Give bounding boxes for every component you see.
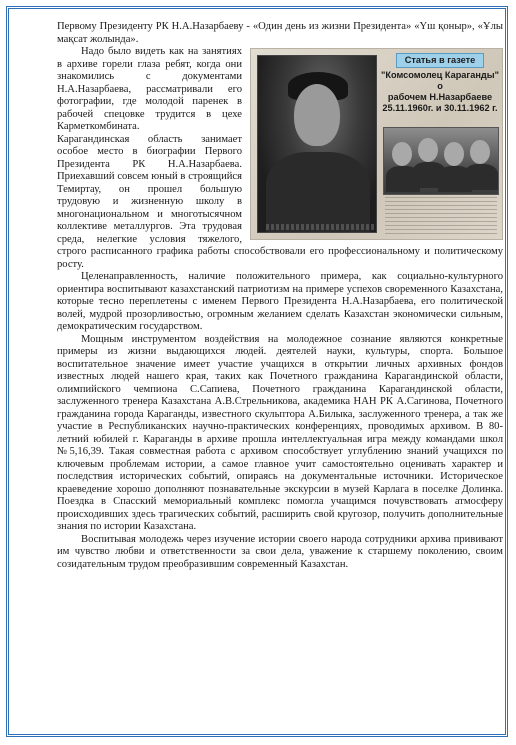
portrait-photo (257, 55, 377, 233)
paragraph-3: Целенаправленность, наличие положительного примера, как социально-культурного ориентира воспитывают казахстанский патриотизм на примере успехов своременного Казахстана, которые тесно переплетены с именем Первого Президента Н.А.Назарбаева, его политической волей, мудрой прозорливостью, огромным желанием сделать Казахстан экономически сильным, демократическим государством. (57, 271, 503, 332)
page-frame (6, 6, 508, 737)
clipping-text (385, 197, 497, 235)
paragraph-5: Воспитывая молодежь через изучение истории своего народа сотрудники архива прививают им чувство любви и ответственности за свои дела, уважение к старшему поколению, своим созидательным трудом преобразившим современный Казахстан. (57, 533, 503, 570)
article-body (57, 21, 503, 571)
clipping-caption (381, 53, 499, 114)
caption-line-1: "Комсомолец Караганды" о (381, 70, 499, 91)
caption-line-3: 25.11.1960г. и 30.11.1962 г. (382, 103, 498, 113)
intro-paragraph: Первому Президенту РК Н.А.Назарбаеву - «Один день из жизни Президента» «Үш қоныр», «Ұлы мақсат жолында». (57, 21, 503, 45)
group-photo (383, 127, 499, 195)
newspaper-clipping (250, 48, 503, 240)
paragraph-1: Надо было видеть как на занятиях в архиве горели глаза ребят, когда они знакомились с документами Н.А.Назарбаева, рассматривали его фотографии, где молодой паренек в рабочей спецовке трудится в цехе Карметкомбината. (57, 46, 242, 132)
caption-title: Статья в газете (396, 53, 485, 68)
paragraph-4: Мощным инструментом воздействия на молодежное сознание являются конкретные примеры из жизни выдающихся людей. деятелей науки, культуры, спорта. Большое воспитательное значение имеет участие учащихся в открытии личных архивных фондов известных людей нашего края, таких как Почетного гражданина Карагандинской области, олимпийского чемпиона С.Сапиева, Почетного гражданина Карагандинской области, заслуженного тренера Казахстана А.В.Стрельникова, академика НАН РК А.Сагинова, Почетного гражданина города Караганды, известного скульптора А.Билыка, заслуженного тренера, а так же участие в Республиканских научно-практических конференциях, проводимых архивом. В 80-летний юбилей г. Караганды в архиве прошла интеллектуальная игра между командами школ №5,16,39. Такая совместная работа с архивом способствует углублению знаний учащихся по ключевым проблемам истории, а самое главное учит самостоятельно оценивать характер и последствия исторических событий, опираясь на документальные источники. Историческое краеведение хорошо дополняют познавательные экскурсии в музей Карлага в поселке Долинка. Поездка в Спасский мемориальный комплекс помогла учащимся почувствовать атмосферу происходивших здесь трагических событий, расширить свой кругозор, получить дополнительные знания по истории Казахстана. (57, 333, 503, 532)
paragraph-2: Карагандинская область занимает особое место в биографии Первого Президента РК Н.А.Назарбаева. Приехавший совсем юный в строящийся Темиртау, он прошел большую трудовую и жизненную школу в многонациональном и многотысячном коллективе металлургов. Эта трудовая среда, нелегкие условия тяжелого, строго расписанного графика работы способствовали его профессиональному и политическому росту. (57, 133, 503, 270)
caption-line-2: рабочем Н.Назарбаеве (387, 92, 493, 102)
